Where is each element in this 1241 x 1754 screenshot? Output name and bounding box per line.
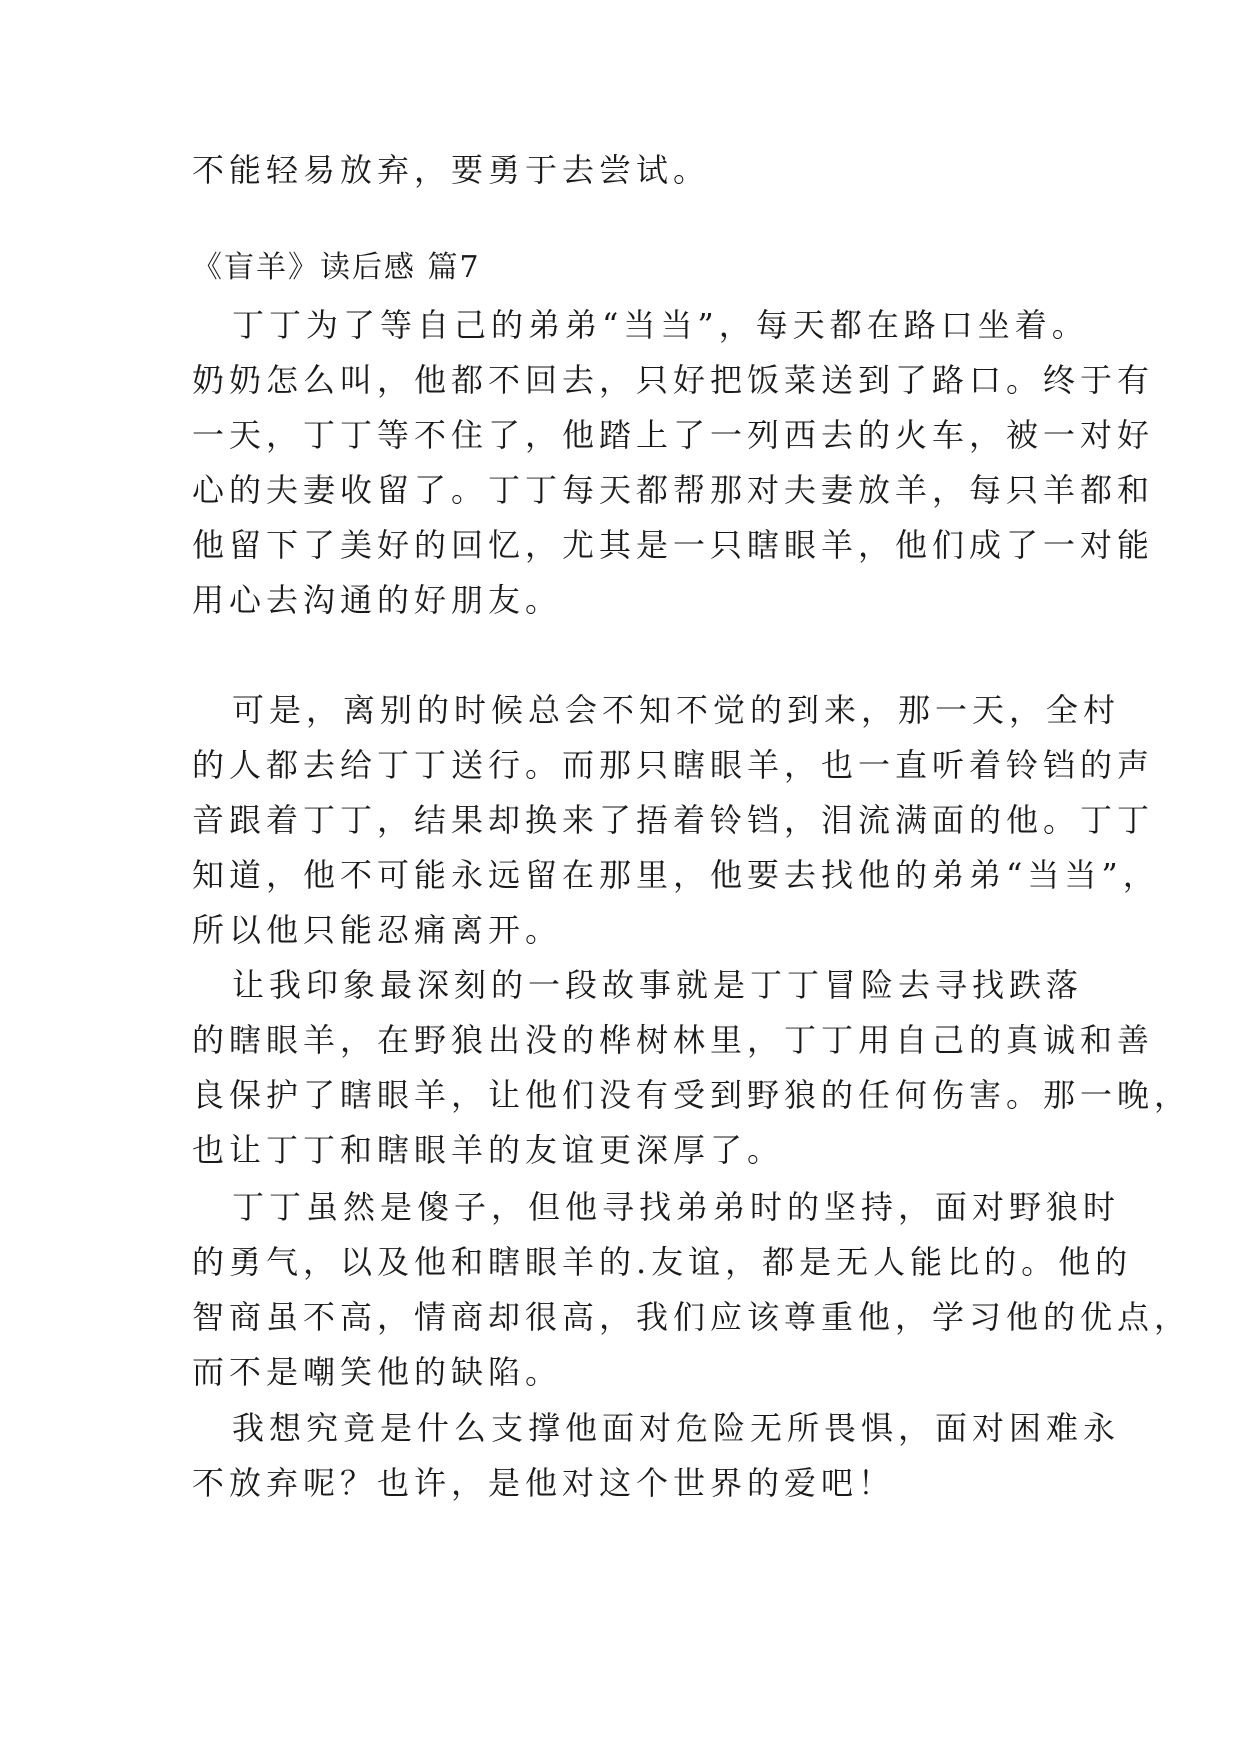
paragraph-line: 丁丁为了等自己的弟弟“当当”，每天都在路口坐着。 <box>232 306 1089 344</box>
paragraph-line: 心的夫妻收留了。丁丁每天都帮那对夫妻放羊，每只羊都和 <box>192 471 1155 509</box>
paragraph-line: 所以他只能忍痛离开。 <box>192 911 563 949</box>
paragraph-line: 不放弃呢？也许，是他对这个世界的爱吧！ <box>192 1464 896 1502</box>
paragraph-line: 也让丁丁和瞎眼羊的友谊更深厚了。 <box>192 1131 785 1169</box>
paragraph-line: 丁丁虽然是傻子，但他寻找弟弟时的坚持，面对野狼时 <box>232 1188 1121 1226</box>
paragraph-line: 的瞎眼羊，在野狼出没的桦树林里，丁丁用自己的真诚和善 <box>192 1021 1155 1059</box>
paragraph-line: 他留下了美好的回忆，尤其是一只瞎眼羊，他们成了一对能 <box>192 526 1155 564</box>
continuation-text: 不能轻易放弃，要勇于去尝试。 <box>192 151 711 189</box>
paragraph-line: 智商虽不高，情商却很高，我们应该尊重他，学习他的优点， <box>192 1298 1192 1336</box>
paragraph-line: 而不是嘲笑他的缺陷。 <box>192 1353 563 1391</box>
section-title: 《盲羊》读后感 篇7 <box>192 250 481 285</box>
paragraph-line: 用心去沟通的好朋友。 <box>192 581 563 619</box>
paragraph-line: 可是，离别的时候总会不知不觉的到来，那一天，全村 <box>232 691 1121 729</box>
paragraph-line: 让我印象最深刻的一段故事就是丁丁冒险去寻找跌落 <box>232 966 1084 1004</box>
paragraph-line: 的人都去给丁丁送行。而那只瞎眼羊，也一直听着铃铛的声 <box>192 746 1155 784</box>
paragraph-line: 一天，丁丁等不住了，他踏上了一列西去的火车，被一对好 <box>192 416 1155 454</box>
paragraph-line: 音跟着丁丁，结果却换来了捂着铃铛，泪流满面的他。丁丁 <box>192 801 1155 839</box>
paragraph-line: 良保护了瞎眼羊，让他们没有受到野狼的任何伤害。那一晚， <box>192 1076 1192 1114</box>
paragraph-line: 奶奶怎么叫，他都不回去，只好把饭菜送到了路口。终于有 <box>192 361 1155 399</box>
paragraph-line: 我想究竟是什么支撑他面对危险无所畏惧，面对困难永 <box>232 1409 1121 1447</box>
paragraph-line: 知道，他不可能永远留在那里，他要去找他的弟弟“当当”， <box>192 856 1160 894</box>
paragraph-line: 的勇气，以及他和瞎眼羊的.友谊，都是无人能比的。他的 <box>192 1243 1133 1281</box>
